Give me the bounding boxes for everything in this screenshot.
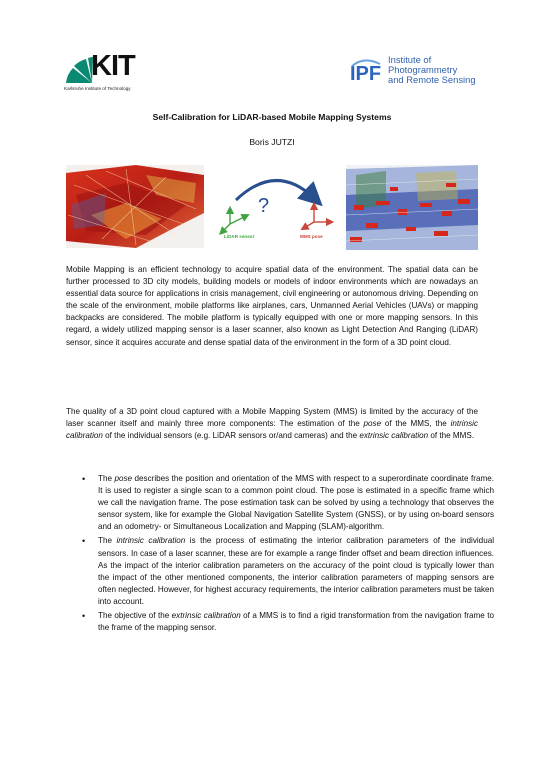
- kit-subtitle: Karlsruhe Institute of Technology: [64, 86, 131, 91]
- text-span: The: [98, 474, 115, 483]
- text-span: of the individual sensors (e.g. LiDAR sensors or/and cameras) and the: [102, 431, 360, 441]
- ipf-logo: [350, 54, 490, 90]
- bullet-extrinsic-calibration: [98, 610, 494, 634]
- quality-paragraph: [66, 406, 478, 442]
- emphasis-intrinsic: intrinsic calibration: [66, 419, 478, 441]
- ipf-name-line: Institute of: [388, 54, 432, 65]
- kit-logo-text: KIT: [91, 50, 135, 82]
- text-span: of the MMS.: [428, 431, 475, 441]
- mms-pose-axes-icon: [304, 206, 330, 228]
- intro-paragraph: Mobile Mapping is an efficient technology to acquire spatial data of the environment. The spatial data can be further processed to 3D city models, building models or models of indoor environments which are nowadays an essential data source for applications in crisis management, civil engineering or autonomous driving. Depending on the scale of the environment, mobile platforms like airplanes, cars, Unmanned Aerial Vehicles (UAVs) or mapping backpacks are considered. The mobile platform is typically equipped with one or more mapping sensors. In this regard, a widely utilized mapping sensor is a laser scanner, also known as Light Detection And Ranging (LiDAR) sensor, since it acquires accurate and dense spatial data of the environment in the form of a 3D point cloud.: [66, 265, 478, 347]
- emphasis: extrinsic calibration: [171, 611, 241, 621]
- ipf-full-name: [388, 55, 476, 85]
- label-lidar-sensor: LiDAR sensor: [224, 234, 255, 239]
- author-name: Boris JUTZI: [249, 137, 295, 147]
- ipf-logo-text: IPF: [350, 63, 382, 84]
- bullet-intrinsic-calibration: [98, 535, 494, 608]
- lidar-sensor-axes-icon: [222, 210, 246, 232]
- label-mms-pose: MMS pose: [300, 234, 323, 239]
- text-span: The objective of the: [98, 611, 172, 621]
- emphasis-extrinsic: extrinsic calibration: [359, 431, 429, 441]
- bullet-pose: [98, 473, 494, 533]
- emphasis: pose: [114, 474, 133, 483]
- ipf-name-line: Photogrammetry: [388, 64, 458, 75]
- text-span: The quality of a 3D point cloud captured with a Mobile Mapping System (MMS) is limited by the accuracy of the laser scanner itself and mainly three more components: The estimation of the: [66, 407, 478, 429]
- question-mark: ?: [258, 195, 270, 217]
- calibration-diagram: [216, 170, 340, 248]
- curved-arrow: [236, 180, 314, 200]
- text-span: is the process of estimating the interior calibration parameters of the individual sensors. In case of a laser scanner, these are for example a range finder offset and beam direction influences. As the impact of the interior calibration parameters on the accuracy of the point cloud is typically lower than the impact of the other mentioned components, the interior calibration parameters of mapping sensors are often neglected. However, for highest accuracy requirements, the interior calibration parameters must be taken into account.: [98, 536, 494, 606]
- ipf-name-line: and Remote Sensing: [388, 74, 476, 85]
- text-span: The: [98, 536, 117, 546]
- emphasis: intrinsic calibration: [116, 536, 186, 546]
- kit-logo: [64, 50, 144, 92]
- text-span: describes the position and orientation of the MMS with respect to a superordinate coordinate frame. It is used to register a single scan to a common point cloud. The pose is estimated in a specific frame which we call the navigation frame. The pose estimation task can be solved by using a technology that observes the sensor system, like for example the Global Navigation Satellite System (GNSS), or by using on-board sensors and an odometry- or Simultaneous Localization and Mapping (SLAM)-algorithm.: [98, 474, 494, 532]
- mobile-mapping-point-cloud-image: [346, 165, 478, 250]
- text-span: of the MMS, the: [381, 419, 451, 429]
- lidar-point-cloud-image: [66, 165, 204, 248]
- ipf-logo-mark: [350, 58, 386, 84]
- component-bullet-list: [82, 473, 494, 636]
- page-title: Self-Calibration for LiDAR-based Mobile Mapping Systems: [152, 112, 392, 122]
- kit-fan-icon: [64, 56, 94, 84]
- text-span: of a MMS is to find a rigid transformation from the navigation frame to the frame of the mapping sensor.: [98, 611, 494, 633]
- emphasis-pose: pose: [363, 419, 382, 429]
